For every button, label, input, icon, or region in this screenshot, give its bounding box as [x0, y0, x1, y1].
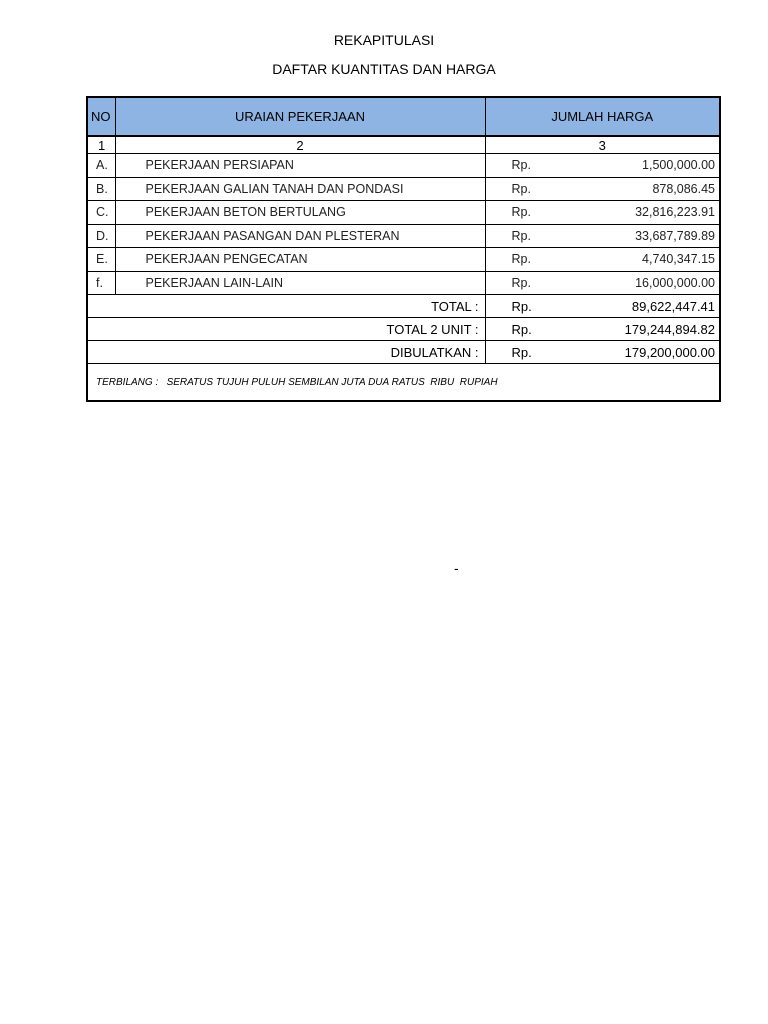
document-title: REKAPITULASI [333, 32, 435, 48]
column-number-row [87, 136, 720, 154]
header-amount: JUMLAH HARGA [485, 97, 720, 136]
item-currency: Rp. [485, 271, 545, 295]
item-description: PEKERJAAN GALIAN TANAH DAN PONDASI [115, 177, 485, 201]
item-no: B. [87, 177, 115, 201]
table-row [87, 224, 720, 248]
item-amount: 16,000,000.00 [545, 271, 720, 295]
total-2-unit-amount: 179,244,894.82 [545, 318, 720, 341]
item-no: D. [87, 224, 115, 248]
item-no: A. [87, 154, 115, 178]
total-2-unit-currency: Rp. [485, 318, 545, 341]
item-amount: 33,687,789.89 [545, 224, 720, 248]
item-amount: 32,816,223.91 [545, 201, 720, 225]
total-2-unit-row [87, 318, 720, 341]
amount-in-words: TERBILANG : SERATUS TUJUH PULUH SEMBILAN JUTA DUA RATUS RIBU RUPIAH [87, 364, 720, 402]
item-description: PEKERJAAN PENGECATAN [115, 248, 485, 272]
table-row [87, 177, 720, 201]
table-header-row [87, 97, 720, 136]
table-row [87, 271, 720, 295]
item-no: f. [87, 271, 115, 295]
item-no: E. [87, 248, 115, 272]
column-number: 2 [115, 136, 485, 154]
recap-table [86, 96, 721, 402]
item-description: PEKERJAAN BETON BERTULANG [115, 201, 485, 225]
total-label: TOTAL : [87, 295, 485, 318]
rounded-row [87, 341, 720, 364]
item-currency: Rp. [485, 248, 545, 272]
item-amount: 4,740,347.15 [545, 248, 720, 272]
item-description: PEKERJAAN PASANGAN DAN PLESTERAN [115, 224, 485, 248]
item-amount: 1,500,000.00 [545, 154, 720, 178]
item-no: C. [87, 201, 115, 225]
stray-dash: - [454, 560, 459, 576]
item-amount: 878,086.45 [545, 177, 720, 201]
rounded-amount: 179,200,000.00 [545, 341, 720, 364]
rounded-label: DIBULATKAN : [87, 341, 485, 364]
item-description: PEKERJAAN PERSIAPAN [115, 154, 485, 178]
total-row [87, 295, 720, 318]
item-currency: Rp. [485, 201, 545, 225]
item-currency: Rp. [485, 154, 545, 178]
item-currency: Rp. [485, 177, 545, 201]
header-description: URAIAN PEKERJAAN [115, 97, 485, 136]
rounded-currency: Rp. [485, 341, 545, 364]
item-currency: Rp. [485, 224, 545, 248]
total-currency: Rp. [485, 295, 545, 318]
column-number: 3 [485, 136, 720, 154]
item-description: PEKERJAAN LAIN-LAIN [115, 271, 485, 295]
in-words-row [87, 364, 720, 402]
column-number: 1 [87, 136, 115, 154]
table-row [87, 201, 720, 225]
document-subtitle: DAFTAR KUANTITAS DAN HARGA [272, 61, 496, 77]
header-no: NO [87, 97, 115, 136]
total-amount: 89,622,447.41 [545, 295, 720, 318]
total-2-unit-label: TOTAL 2 UNIT : [87, 318, 485, 341]
table-row [87, 248, 720, 272]
table-row [87, 154, 720, 178]
